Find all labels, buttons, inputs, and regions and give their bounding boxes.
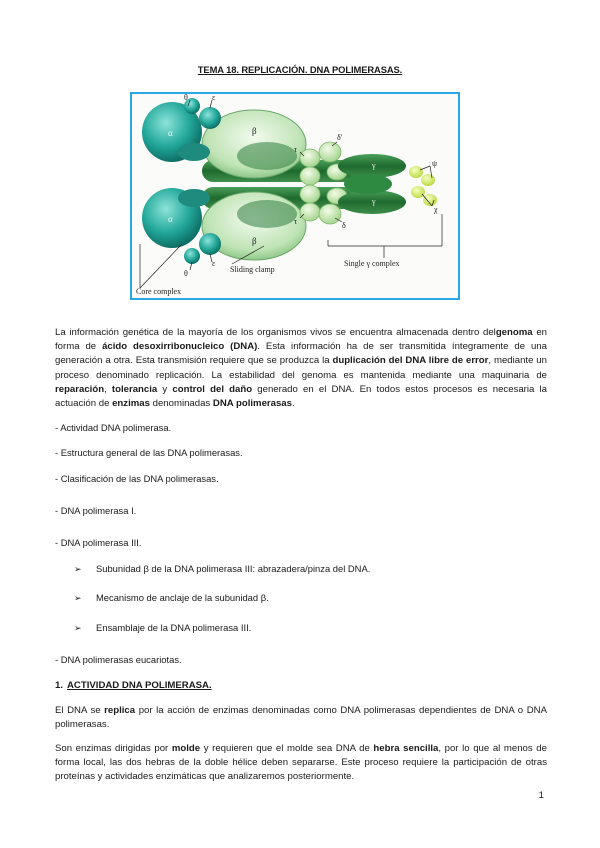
label-theta-top: θ [184, 94, 188, 102]
label-gamma-bottom: γ [372, 197, 376, 206]
dna-polymerase-diagram [132, 94, 457, 297]
label-psi: ψ [432, 159, 438, 168]
label-alpha-bottom: α [168, 214, 173, 224]
arrow-bullet-icon: ➢ [74, 623, 82, 633]
section-paragraph-2: Son enzimas dirigidas por molde y requieren que el molde sea DNA de hebra sencilla, por lo que al menos de forma local, las dos hebras de la doble hélice deben separarse. Este proceso requiere la participación de otras proteínas y actividades enzimáticas que analizaremos posteriormente. [55, 743, 547, 783]
outline-item: - DNA polimerasa III. [55, 537, 142, 548]
arrow-bullet-icon: ➢ [74, 593, 82, 603]
label-epsilon-top: ε [212, 94, 216, 102]
outline-subitem: ➢ Ensamblaje de la DNA polimerasa III. [74, 622, 252, 633]
label-sliding-clamp: Sliding clamp [230, 265, 275, 274]
section-paragraph-1: El DNA se replica por la acción de enzimas denominadas como DNA polimerasas dependientes de DNA o DNA polimerasas. [55, 705, 547, 731]
section-heading: 1. ACTIVIDAD DNA POLIMERASA. [55, 680, 212, 691]
page-title: TEMA 18. REPLICACIÓN. DNA POLIMERASAS. [197, 64, 403, 75]
outline-subitem: ➢ Subunidad β de la DNA polimerasa III: abrazadera/pinza del DNA. [74, 563, 371, 574]
dna-polymerase-figure [130, 92, 460, 300]
label-delta: δ [342, 221, 346, 230]
outline-subitem: ➢ Mecanismo de anclaje de la subunidad β. [74, 592, 269, 603]
label-chi: χ [434, 205, 438, 214]
label-epsilon-bottom: ε [212, 259, 216, 268]
outline-item: - Clasificación de las DNA polimerasas. [55, 473, 219, 484]
label-alpha-top: α [168, 128, 173, 138]
outline-item: - DNA polimerasa I. [55, 505, 137, 516]
outline-item: - Actividad DNA polimerasa. [55, 422, 172, 433]
label-tau-top: τ [294, 145, 298, 154]
outline-item: - DNA polimerasas eucariotas. [55, 654, 182, 665]
label-beta-top: β [252, 126, 257, 136]
outline-item: - Estructura general de las DNA polimerasas. [55, 447, 243, 458]
label-theta-bottom: θ [184, 269, 188, 278]
arrow-bullet-icon: ➢ [74, 564, 82, 574]
label-single-gamma-complex: Single γ complex [344, 259, 400, 268]
label-tau-bottom: τ [294, 217, 298, 226]
label-beta-bottom: β [252, 236, 257, 246]
page-number: 1 [538, 790, 544, 801]
intro-paragraph: La información genética de la mayoría de los organismos vivos se encuentra almacenada dentro delgenoma en forma de ácido desoxirribonucleico (DNA). Esta información ha de ser transmitida íntegramente de una generación a otra. Esta transmisión requiere que se produzca la duplicación del DNA libre de error, mediante un proceso denominado replicación. La estabilidad del genoma es mantenida mediante una maquinaria de reparación, tolerancia y control del daño generado en el DNA. En todos estos procesos es necesaria la actuación de enzimas denominadas DNA polimerasas. [55, 327, 547, 410]
label-core-complex: Core complex [136, 287, 182, 296]
label-delta-prime: δ' [337, 133, 343, 142]
label-gamma-top: γ [372, 161, 376, 170]
